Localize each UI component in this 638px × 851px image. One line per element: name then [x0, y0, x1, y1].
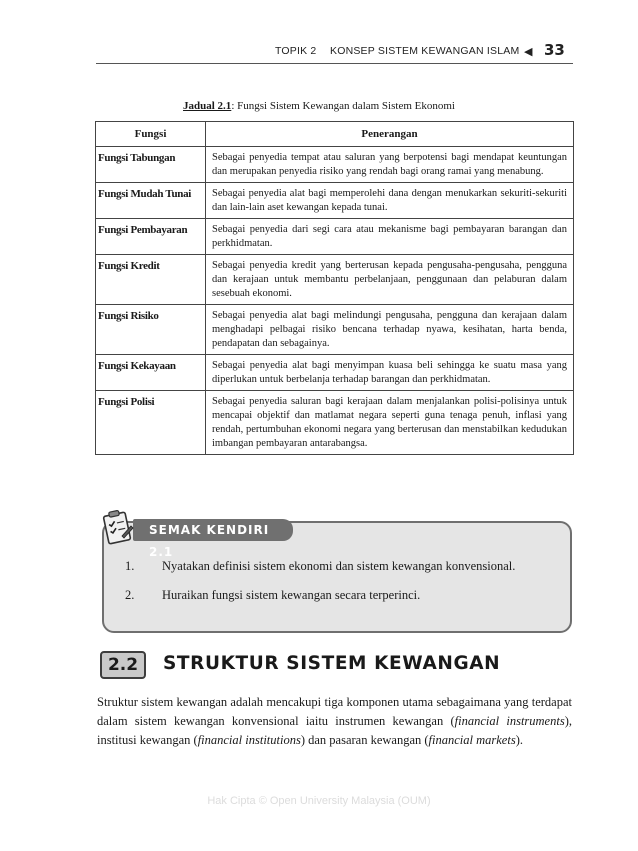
table-row — [96, 355, 574, 391]
self-check-title: SEMAK KENDIRI 2.1 — [133, 519, 293, 541]
clipboard-checklist-icon — [100, 506, 134, 546]
para-text: ). — [515, 733, 523, 747]
list-item — [118, 587, 542, 604]
header-divider — [96, 63, 573, 64]
para-term: financial markets — [428, 733, 516, 747]
column-header-penerangan: Penerangan — [206, 122, 574, 147]
item-text: Huraikan fungsi sistem kewangan secara terperinci. — [162, 588, 421, 602]
table-caption-label: Jadual 2.1 — [183, 100, 232, 112]
item-number: 1. — [125, 559, 135, 573]
para-term: financial instruments — [454, 714, 565, 728]
item-text: Nyatakan definisi sistem ekonomi dan sistem kewangan konvensional. — [162, 559, 516, 573]
item-number: 2. — [125, 588, 135, 602]
function-description-cell: Sebagai penyedia alat bagi menyimpan kuasa beli sehingga ke suatu masa yang diperlukan untuk berbelanja terhadap barangan dan perkhidmatan. — [206, 355, 574, 391]
function-name-cell: Fungsi Risiko — [96, 305, 206, 355]
function-name-cell: Fungsi Tabungan — [96, 147, 206, 183]
table-caption-text: : Fungsi Sistem Kewangan dalam Sistem Ekonomi — [231, 100, 455, 112]
page-number: 33 — [544, 41, 565, 59]
table-row — [96, 183, 574, 219]
function-name-cell: Fungsi Polisi — [96, 391, 206, 455]
function-description-cell: Sebagai penyedia tempat atau saluran yang berpotensi bagi mendapat keuntungan dan merupakan penyedia risiko yang rendah bagi orang ramai yang menabung. — [206, 147, 574, 183]
section-title: STRUKTUR SISTEM KEWANGAN — [163, 653, 501, 674]
copyright-footer: Hak Cipta © Open University Malaysia (OUM) — [207, 795, 431, 807]
header-topic: TOPIK 2 — [275, 45, 317, 57]
column-header-fungsi: Fungsi — [96, 122, 206, 147]
function-table — [95, 121, 574, 455]
table-row — [96, 305, 574, 355]
left-triangle-icon: ◀ — [524, 46, 533, 58]
self-check-list — [118, 558, 542, 616]
function-name-cell: Fungsi Kredit — [96, 255, 206, 305]
para-text: ), institusi kewangan ( — [97, 714, 572, 747]
function-description-cell: Sebagai penyedia kredit yang berterusan kepada pengusaha-pengusaha, pengguna dan kerajaan untuk membantu perbelanjaan, penggunaan dan pelaburan dalam sesebuah ekonomi. — [206, 255, 574, 305]
function-description-cell: Sebagai penyedia saluran bagi kerajaan dalam menjalankan polisi-polisinya untuk mencapai objektif dan matlamat negara seperti guna tenaga penuh, inflasi yang rendah, pertumbuhan ekonomi negara yang berterusan dan menstabilkan kedudukan imbangan pembayaran antarabangsa. — [206, 391, 574, 455]
body-paragraph — [97, 693, 572, 750]
function-name-cell: Fungsi Kekayaan — [96, 355, 206, 391]
list-item — [118, 558, 542, 575]
function-name-cell: Fungsi Pembayaran — [96, 219, 206, 255]
page-header — [0, 40, 570, 60]
function-description-cell: Sebagai penyedia alat bagi melindungi pengusaha, pengguna dan kerajaan dalam menghadapi pelbagai risiko bencana terhadap nyawa, kesihatan, harta benda, pendapatan dan sebagainya. — [206, 305, 574, 355]
table-row — [96, 255, 574, 305]
section-number-badge: 2.2 — [100, 651, 146, 679]
para-text: Struktur sistem kewangan adalah mencakupi tiga komponen utama sebagaimana yang terdapat dalam sistem kewangan konvensional iaitu instrumen kewangan ( — [97, 695, 572, 728]
table-caption — [0, 100, 638, 112]
para-term: financial institutions — [197, 733, 301, 747]
table-row — [96, 147, 574, 183]
function-description-cell: Sebagai penyedia alat bagi memperolehi dana dengan menukarkan sekuriti-sekuriti dan lain-lain aset kewangan kepada tunai. — [206, 183, 574, 219]
table-header-row — [96, 122, 574, 147]
function-description-cell: Sebagai penyedia dari segi cara atau mekanisme bagi pembayaran barangan dan perkhidmatan. — [206, 219, 574, 255]
table-row — [96, 391, 574, 455]
header-title: KONSEP SISTEM KEWANGAN ISLAM — [330, 45, 520, 57]
function-name-cell: Fungsi Mudah Tunai — [96, 183, 206, 219]
para-text: ) dan pasaran kewangan ( — [300, 733, 429, 747]
table-row — [96, 219, 574, 255]
